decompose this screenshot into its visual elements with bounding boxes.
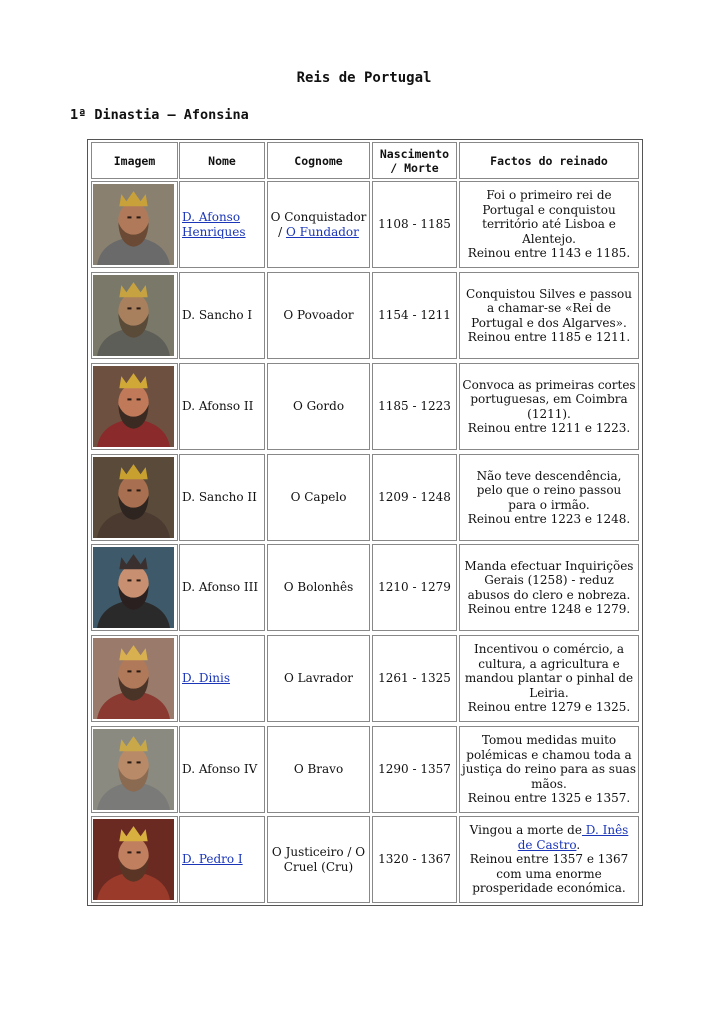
cognome-cell: [267, 181, 370, 268]
birth-death-years: 1290 - 1357: [378, 762, 451, 777]
birth-death-years: 1320 - 1367: [378, 852, 451, 867]
years-cell: [372, 635, 457, 722]
header-factos: [459, 142, 639, 179]
header-nome: [179, 142, 265, 179]
header-nome-label: Nome: [208, 153, 236, 168]
reign-facts: Incentivou o comércio, a cultura, a agricultura e mandou plantar o pinhal de Leiria.: [464, 642, 634, 700]
facts-text: [462, 188, 636, 261]
reign-period: Reinou entre 1223 e 1248.: [467, 512, 631, 526]
king-portrait: [93, 729, 174, 810]
cognome-text: [270, 210, 367, 239]
cognome-label: O Gordo: [292, 399, 345, 414]
years-cell: [372, 272, 457, 359]
reign-facts: Convoca as primeiras cortes portuguesas, em Coimbra (1211).: [462, 377, 636, 421]
king-portrait: [93, 638, 174, 719]
reign-facts-post: .: [576, 837, 581, 852]
reign-facts: Não teve descendência, pelo que o reino passou para o irmão.: [476, 468, 622, 512]
name-cell: [179, 272, 265, 359]
name-cell: [179, 816, 265, 903]
facts-text: [462, 642, 636, 715]
header-nascimento-label: Nascimento / Morte: [379, 146, 450, 175]
years-cell: [372, 726, 457, 813]
reign-period: Reinou entre 1185 e 1211.: [467, 330, 631, 344]
king-name: D. Afonso IV: [182, 762, 258, 777]
dynasty-subtitle: 1ª Dinastia – Afonsina: [70, 107, 249, 123]
king-name-link[interactable]: D. Dinis: [182, 671, 231, 686]
birth-death-years: 1261 - 1325: [378, 671, 451, 686]
ines-de-castro-link[interactable]: D. Inês de Castro: [517, 823, 629, 852]
facts-text: [462, 287, 636, 345]
facts-cell: [459, 272, 639, 359]
cognome-cell: [267, 816, 370, 903]
cognome-label: O Bravo: [293, 762, 344, 777]
cognome-text: [294, 762, 343, 777]
facts-cell: [459, 181, 639, 268]
king-name: D. Sancho II: [182, 490, 257, 505]
facts-cell: [459, 544, 639, 631]
reign-facts: Manda efectuar Inquirições Gerais (1258) - reduz abusos do clero e nobreza.: [464, 558, 634, 602]
king-portrait: [93, 457, 174, 538]
cognome-label: O Povoador: [283, 308, 354, 323]
king-name: D. Sancho I: [182, 308, 253, 323]
birth-death-years: 1108 - 1185: [378, 217, 451, 232]
facts-text: [462, 733, 636, 806]
cognome-label: O Bolonhês: [283, 580, 354, 595]
facts-cell: [459, 454, 639, 541]
name-cell: [179, 454, 265, 541]
facts-text: [462, 469, 636, 527]
cognome-text: [270, 845, 367, 874]
facts-text: [462, 823, 636, 896]
reign-facts: Foi o primeiro rei de Portugal e conquistou território até Lisboa e Alentejo.: [482, 188, 616, 246]
name-cell: [179, 363, 265, 450]
header-nascimento: [372, 142, 457, 179]
facts-text: [462, 559, 636, 617]
name-cell: [179, 635, 265, 722]
king-name-link[interactable]: D. Afonso Henriques: [182, 210, 246, 239]
cognome-link[interactable]: O Fundador: [285, 224, 359, 239]
king-portrait: [93, 547, 174, 628]
king-portrait: [93, 819, 174, 900]
king-name: D. Afonso III: [182, 580, 259, 595]
cognome-cell: [267, 726, 370, 813]
header-imagem-label: Imagem: [113, 153, 156, 168]
name-cell: [179, 544, 265, 631]
reign-period: Reinou entre 1279 e 1325.: [467, 700, 631, 715]
facts-cell: [459, 363, 639, 450]
cognome-label: O Conquistador /: [270, 210, 367, 239]
cognome-text: [291, 490, 347, 505]
reign-period: Reinou entre 1325 e 1357.: [467, 791, 631, 806]
cognome-text: [284, 580, 353, 595]
years-cell: [372, 181, 457, 268]
facts-text: [462, 378, 636, 436]
birth-death-years: 1209 - 1248: [378, 490, 451, 505]
cognome-text: [293, 399, 344, 414]
cognome-label: O Justiceiro / O Cruel (Cru): [271, 845, 366, 874]
king-name: D. Afonso II: [182, 399, 254, 414]
header-imagem: [91, 142, 178, 179]
reign-period: Reinou entre 1248 e 1279.: [467, 602, 631, 616]
years-cell: [372, 363, 457, 450]
reign-period: Reinou entre 1357 e 1367 com uma enorme prosperidade económica.: [469, 852, 629, 896]
header-factos-label: Factos do reinado: [490, 153, 608, 168]
cognome-cell: [267, 454, 370, 541]
page-title: Reis de Portugal: [296, 70, 432, 86]
years-cell: [372, 454, 457, 541]
birth-death-years: 1185 - 1223: [378, 399, 451, 414]
reign-period: Reinou entre 1143 e 1185.: [467, 246, 631, 261]
cognome-text: [283, 308, 353, 323]
reign-facts: Tomou medidas muito polémicas e chamou toda a justiça do reino para as suas mãos.: [462, 733, 636, 791]
header-cognome-label: Cognome: [294, 153, 343, 168]
facts-cell: [459, 726, 639, 813]
cognome-cell: [267, 363, 370, 450]
cognome-cell: [267, 635, 370, 722]
cognome-text: [284, 671, 353, 686]
reign-period: Reinou entre 1211 e 1223.: [467, 421, 631, 435]
king-name-link[interactable]: D. Pedro I: [182, 852, 243, 867]
cognome-label: O Lavrador: [283, 671, 354, 686]
cognome-cell: [267, 544, 370, 631]
name-cell: [179, 726, 265, 813]
reign-facts: [462, 823, 636, 852]
cognome-label: O Capelo: [290, 490, 347, 505]
header-cognome: [267, 142, 370, 179]
years-cell: [372, 816, 457, 903]
facts-cell: [459, 816, 639, 903]
king-portrait: [93, 275, 174, 356]
name-cell: [179, 181, 265, 268]
years-cell: [372, 544, 457, 631]
birth-death-years: 1154 - 1211: [378, 308, 451, 323]
reign-facts-pre: Vingou a morte de: [469, 823, 582, 838]
facts-cell: [459, 635, 639, 722]
birth-death-years: 1210 - 1279: [378, 580, 451, 595]
cognome-cell: [267, 272, 370, 359]
king-portrait: [93, 184, 174, 265]
king-portrait: [93, 366, 174, 447]
reign-facts: Conquistou Silves e passou a chamar-se «Rei de Portugal e dos Algarves».: [466, 286, 632, 330]
